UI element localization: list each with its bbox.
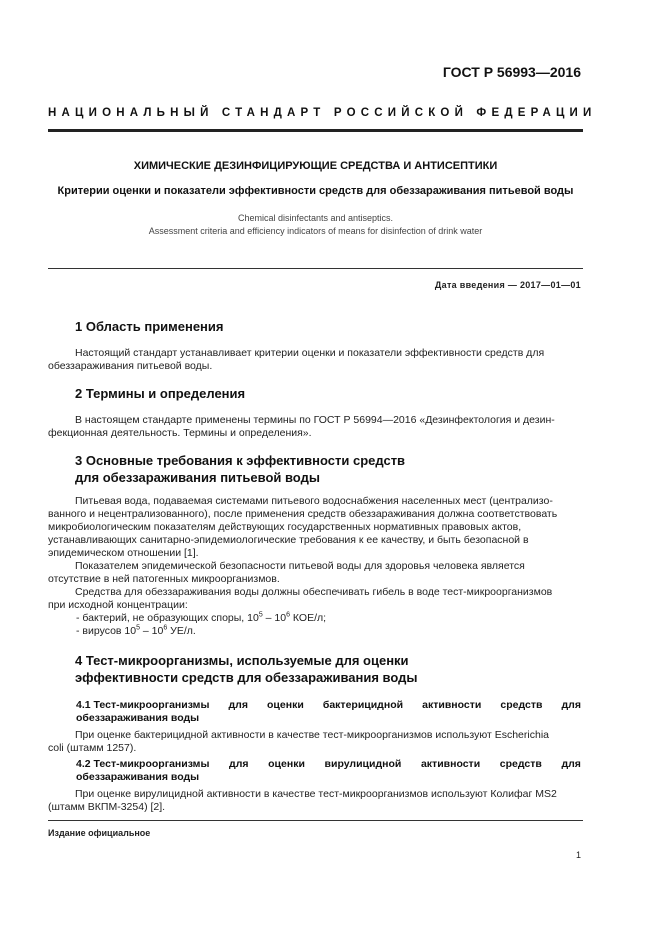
english-title-line-1: Chemical disinfectants and antiseptics. [237, 213, 394, 223]
heading-line: 4 Тест-микроорганизмы, используемые для оценки [75, 653, 409, 668]
text-line: эпидемическом отношении [1]. [48, 547, 199, 559]
section-3-heading [75, 452, 405, 486]
text-line: ванного и нецентрализованного), после применения средств обеззараживания должна соответствовать [48, 508, 558, 520]
english-title-line-2: Assessment criteria and efficiency indicators of means for disinfection of drink water [148, 226, 483, 236]
heading-line: обеззараживания воды [76, 712, 200, 724]
section-3-paragraph-2 [48, 560, 581, 586]
subsection-4-1-heading [76, 699, 581, 725]
text-line: фекционная деятельность. Термины и определения». [48, 427, 312, 439]
word: оценки [267, 699, 304, 711]
footer-rule [48, 820, 583, 821]
effective-date: Дата введения — 2017—01—01 [434, 280, 581, 290]
header-rule [48, 129, 583, 132]
heading-line [76, 758, 581, 771]
text-line: отсутствие в ней патогенных микроорганизмов. [48, 573, 280, 585]
word: для [561, 699, 581, 711]
subsection-4-2-paragraph [48, 788, 581, 814]
heading-line: обеззараживания воды [76, 771, 200, 783]
list-text: – 10 [262, 612, 287, 624]
list-text: КОЕ/л; [289, 612, 327, 624]
text-line: При оценке бактерицидной активности в качестве тест-микроорганизмов используют Escherichia [75, 729, 549, 741]
document-subtitle: Критерии оценки и показатели эффективности средств для обеззараживания питьевой воды [57, 185, 574, 197]
heading-line: для обеззараживания питьевой воды [75, 470, 320, 485]
edition-label: Издание официальное [48, 828, 151, 838]
list-text: - вирусов 10 [76, 625, 137, 637]
exponent: 6 [163, 624, 168, 632]
standard-code: ГОСТ Р 56993—2016 [442, 64, 581, 80]
word: для [561, 758, 581, 770]
list-text: – 10 [140, 625, 164, 637]
text-line: Питьевая вода, подаваемая системами питьевого водоснабжения населенных мест (централизо- [75, 495, 553, 507]
word: для [228, 699, 248, 711]
heading-line: 3 Основные требования к эффективности средств [75, 453, 406, 468]
list-text: - бактерий, не образующих споры, 10 [76, 612, 259, 624]
subsection-4-2-heading [76, 758, 581, 784]
list-item-viruses [76, 625, 196, 638]
text-line: Показателем эпидемической безопасности питьевой воды для здоровья человека является [75, 560, 525, 572]
section-3-paragraph-1 [48, 495, 581, 560]
heading-line [76, 699, 581, 712]
word: средств [500, 699, 543, 711]
text-line: микробиологическим показателям действующих государственных нормативных правовых актов, [48, 521, 522, 533]
word: активности [420, 758, 481, 770]
word: 4.1 Тест-микроорганизмы [76, 699, 210, 711]
word: средств [499, 758, 542, 770]
title-rule [48, 268, 583, 269]
text-line: Настоящий стандарт устанавливает критерии оценки и показатели эффективности средств для [75, 347, 545, 359]
text-line: При оценке вирулицидной активности в качестве тест-микроорганизмов используют Колифаг MS2 [75, 788, 557, 800]
page-number: 1 [575, 850, 581, 860]
heading-line: эффективности средств для обеззараживания воды [75, 670, 418, 685]
text-line: обеззараживания питьевой воды. [48, 360, 213, 372]
list-item-bacteria [76, 612, 326, 625]
text-line: при исходной концентрации: [48, 599, 188, 611]
word: 4.2 Тест-микроорганизмы [76, 758, 210, 770]
section-4-heading [75, 652, 417, 686]
text-line: Средства для обеззараживания воды должны обеспечивать гибель в воде тест-микроорганизмов [75, 586, 553, 598]
word: оценки [268, 758, 305, 770]
section-2-paragraph [48, 414, 581, 440]
exponent: 5 [258, 611, 263, 619]
word: для [229, 758, 249, 770]
subsection-4-1-paragraph [48, 729, 581, 755]
exponent: 6 [286, 611, 290, 619]
word: бактерицидной [322, 699, 404, 711]
text-line: coli (штамм 1257). [48, 742, 137, 754]
text-line: В настоящем стандарте применены термины по ГОСТ Р 56994—2016 «Дезинфектология и дезин- [75, 414, 555, 426]
section-1-heading: 1 Область применения [75, 319, 224, 334]
document-title: ХИМИЧЕСКИЕ ДЕЗИНФИЦИРУЮЩИЕ СРЕДСТВА И АНТИСЕПТИКИ [133, 160, 498, 172]
section-1-paragraph [48, 347, 581, 373]
section-3-paragraph-3 [48, 586, 581, 612]
text-line: (штамм ВКПМ-3254) [2]. [48, 801, 166, 813]
section-2-heading: 2 Термины и определения [75, 386, 246, 401]
text-line: устанавливающих санитарно-эпидемиологические требования к ее качеству, и быть безопасной в [48, 534, 529, 546]
national-standard-banner: НАЦИОНАЛЬНЫЙ СТАНДАРТ РОССИЙСКОЙ ФЕДЕРАЦИИ [48, 107, 597, 119]
exponent: 5 [136, 624, 140, 632]
list-text: УЕ/л. [167, 625, 196, 637]
word: активности [422, 699, 482, 711]
word: вирулицидной [324, 758, 402, 770]
